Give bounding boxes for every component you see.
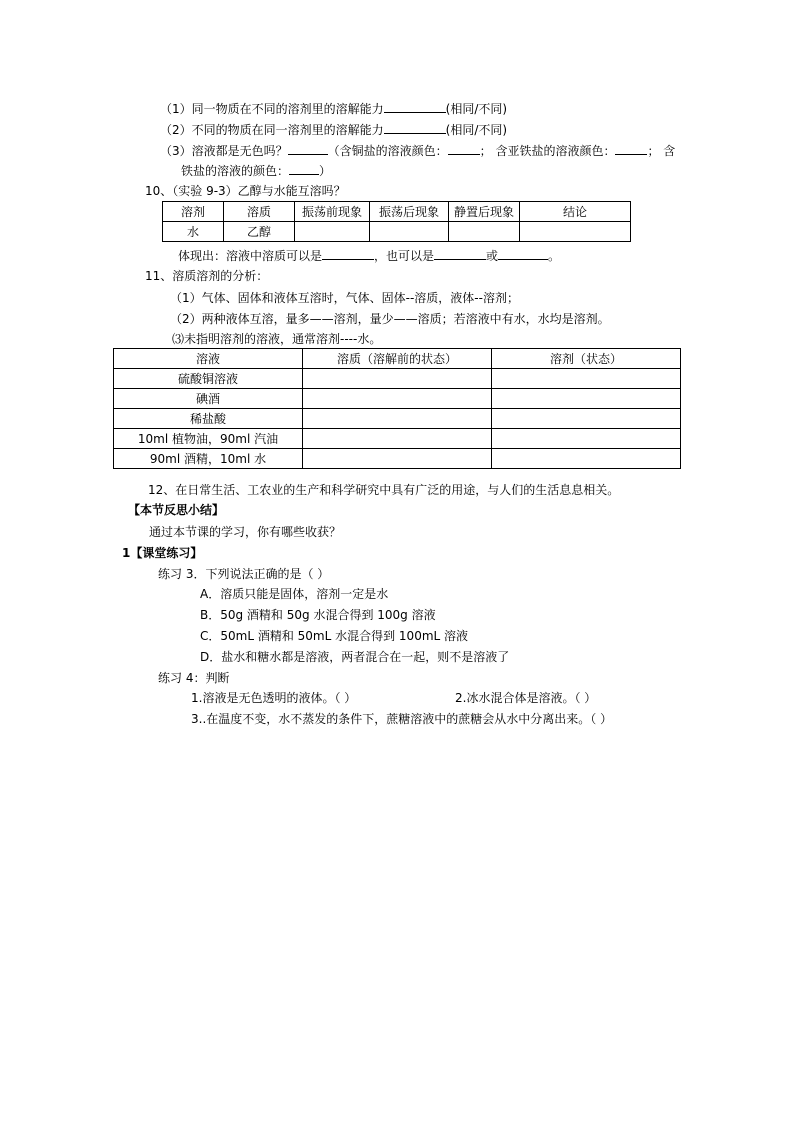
q9-line-1: （1）同一物质在不同的溶剂里的溶解能力 (相同/不同) [160,102,508,116]
table-header-cell: 溶液 [114,349,303,369]
answer-blank[interactable] [384,100,446,113]
exercise-3: 练习 3．下列说法正确的是（ ） [158,567,330,581]
summary-heading: 【本节反思小结】 [128,503,225,517]
q11-line-3: ⑶未指明溶剂的溶液，通常溶剂----水。 [172,332,382,346]
q11-title: 11、溶质溶剂的分析： [145,269,269,283]
table-header-cell: 结论 [520,202,631,222]
option-c[interactable]: C．50mL 酒精和 50mL 水混合得到 100mL 溶液 [200,629,469,643]
answer-blank[interactable] [322,247,374,260]
q9-line-2: （2）不同的物质在同一溶剂里的溶解能力 (相同/不同) [160,123,508,137]
table-cell[interactable] [492,369,681,389]
table-cell: 90ml 酒精，10ml 水 [114,449,303,469]
table-header-cell: 振荡后现象 [370,202,449,222]
answer-blank[interactable] [384,121,446,134]
table-cell[interactable] [520,222,631,242]
judge-3[interactable]: 3..在温度不变，水不蒸发的条件下，蔗糖溶液中的蔗糖会从水中分离出来。（ ） [191,712,613,726]
option-d[interactable]: D．盐水和糖水都是溶液，两者混合在一起，则不是溶液了 [200,650,510,664]
practice-heading: 1【课堂练习】 [122,546,203,560]
table-cell[interactable] [492,409,681,429]
table-header-cell: 振荡前现象 [295,202,370,222]
answer-blank[interactable] [289,162,319,175]
table-row [114,389,681,409]
judge-2[interactable]: 2.冰水混合体是溶液。（ ） [455,691,597,705]
option-a[interactable]: A．溶质只能是固体，溶剂一定是水 [200,587,389,601]
table-row [114,429,681,449]
judge-1[interactable]: 1.溶液是无色透明的液体。（ ） [191,691,357,705]
q10-title: 10、（实验 9-3）乙醇与水能互溶吗？ [145,184,346,198]
answer-blank[interactable] [448,142,480,155]
table-header-row [163,202,631,222]
table-header-cell: 溶质（溶解前的状态） [303,349,492,369]
table-cell[interactable] [449,222,520,242]
table-cell: 碘酒 [114,389,303,409]
table-cell: 乙醇 [224,222,295,242]
table-header-cell: 溶质 [224,202,295,222]
table-cell: 水 [163,222,224,242]
answer-blank[interactable] [288,142,328,155]
table-cell[interactable] [295,222,370,242]
exercise-4: 练习 4：判断 [158,671,230,685]
q11-table [113,348,681,469]
q10-after: 体现出：溶液中溶质可以是 ，也可以是 或 。 [178,249,561,263]
table-cell: 稀盐酸 [114,409,303,429]
table-row [114,449,681,469]
table-cell[interactable] [303,449,492,469]
table-cell[interactable] [303,389,492,409]
option-b[interactable]: B．50g 酒精和 50g 水混合得到 100g 溶液 [200,608,436,622]
table-cell: 硫酸铜溶液 [114,369,303,389]
answer-blank[interactable] [498,247,548,260]
table-cell[interactable] [303,429,492,449]
q9-line-4: 铁盐的溶液的颜色： ） [181,164,332,178]
table-cell[interactable] [492,389,681,409]
answer-blank[interactable] [615,142,647,155]
q9-line-3: （3）溶液都是无色吗？ （含铜盐的溶液颜色： ； 含亚铁盐的溶液颜色： ； 含 [160,144,676,158]
table-header-cell: 溶剂 [163,202,224,222]
table-header-row [114,349,681,369]
q11-line-2: （2）两种液体互溶，量多——溶剂，量少——溶质；若溶液中有水，水均是溶剂。 [170,312,610,326]
table-cell[interactable] [492,449,681,469]
answer-blank[interactable] [434,247,486,260]
table-row [114,409,681,429]
summary-text: 通过本节课的学习，你有哪些收获？ [149,525,342,539]
table-header-cell: 溶剂（状态） [492,349,681,369]
table-row [163,222,631,242]
table-cell[interactable] [303,409,492,429]
q10-table [162,201,631,242]
q12-text: 12、在日常生活、工农业的生产和科学研究中具有广泛的用途，与人们的生活息息相关。 [148,483,620,497]
q11-line-1: （1）气体、固体和液体互溶时，气体、固体--溶质，液体--溶剂； [170,291,519,305]
table-cell: 10ml 植物油，90ml 汽油 [114,429,303,449]
table-row [114,369,681,389]
table-cell[interactable] [370,222,449,242]
table-header-cell: 静置后现象 [449,202,520,222]
table-cell[interactable] [303,369,492,389]
table-cell[interactable] [492,429,681,449]
